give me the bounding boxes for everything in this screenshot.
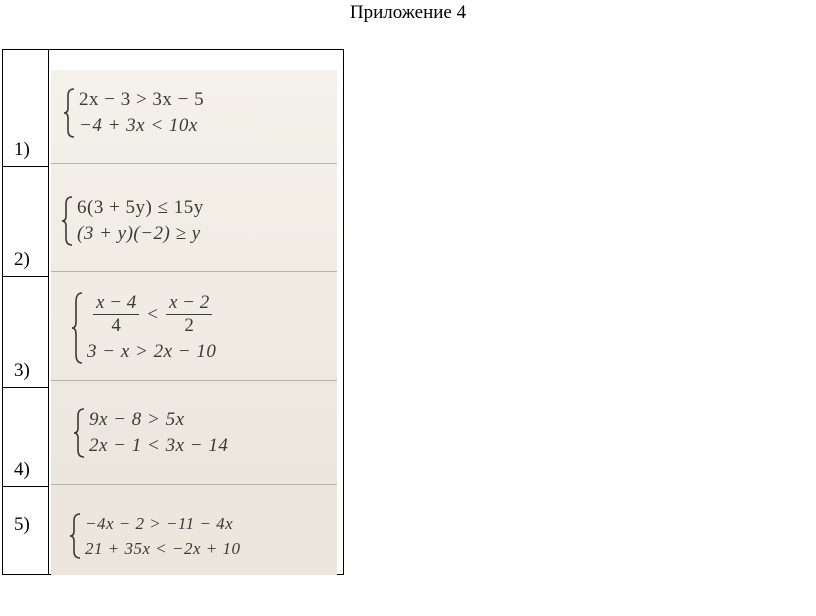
row-number: 4) bbox=[14, 459, 30, 480]
brace-icon bbox=[63, 88, 75, 138]
fraction-left bbox=[93, 292, 139, 337]
table-row bbox=[3, 50, 48, 167]
operator: < bbox=[147, 303, 158, 325]
inequality-system-3 bbox=[71, 292, 218, 364]
divider bbox=[51, 271, 337, 272]
divider bbox=[51, 380, 337, 381]
divider bbox=[51, 163, 337, 164]
brace-icon bbox=[73, 408, 85, 458]
inequality-system-4 bbox=[73, 408, 228, 458]
inequalities-photo bbox=[51, 70, 337, 575]
numerator: x − 4 bbox=[93, 292, 139, 315]
page-title: Приложение 4 bbox=[349, 2, 467, 23]
fraction-right bbox=[166, 292, 212, 337]
row-number: 5) bbox=[14, 514, 30, 535]
divider bbox=[51, 484, 337, 485]
inequality-system-2 bbox=[61, 196, 204, 246]
inequality-system-1 bbox=[63, 88, 204, 138]
inequality-line: (3 + y)(−2) ≥ y bbox=[77, 223, 201, 244]
numerator: x − 2 bbox=[166, 292, 212, 315]
inequality-line: 2x − 3 > 3x − 5 bbox=[79, 89, 205, 110]
row-number: 2) bbox=[14, 249, 30, 270]
row-number: 1) bbox=[14, 139, 30, 160]
inequality-system-5 bbox=[69, 513, 240, 559]
table-row bbox=[3, 388, 48, 487]
inequality-line: 21 + 35x < −2x + 10 bbox=[85, 539, 241, 558]
inequality-line: −4 + 3x < 10x bbox=[79, 115, 198, 136]
brace-icon bbox=[61, 196, 73, 246]
table-row bbox=[3, 167, 48, 277]
inequality-line: 9x − 8 > 5x bbox=[89, 409, 185, 430]
row-number: 3) bbox=[14, 360, 30, 381]
inequality-line: 3 − x > 2x − 10 bbox=[87, 341, 217, 362]
number-column bbox=[3, 50, 49, 574]
table-row bbox=[3, 277, 48, 388]
table-row bbox=[3, 487, 48, 574]
inequality-line: 6(3 + 5y) ≤ 15y bbox=[77, 197, 204, 218]
brace-icon bbox=[71, 292, 83, 364]
inequality-line: −4x − 2 > −11 − 4x bbox=[85, 514, 234, 533]
inequality-line: 2x − 1 < 3x − 14 bbox=[89, 435, 229, 456]
brace-icon bbox=[69, 513, 81, 559]
denominator: 4 bbox=[111, 315, 121, 336]
denominator: 2 bbox=[184, 315, 194, 336]
fraction-inequality bbox=[87, 292, 218, 337]
